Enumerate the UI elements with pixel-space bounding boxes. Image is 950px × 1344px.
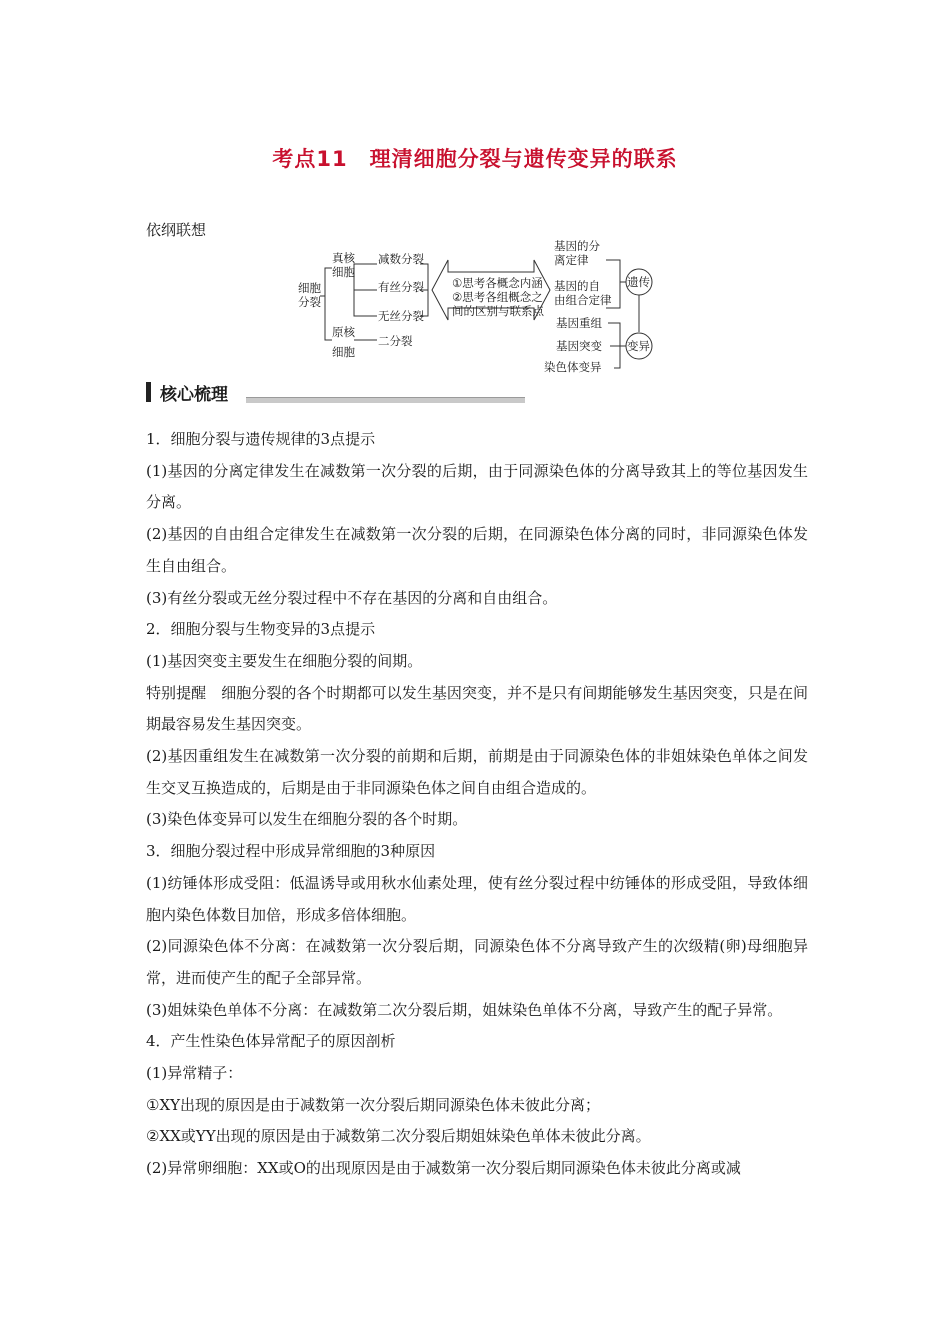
diagram-amitosis: 无丝分裂 <box>378 309 424 323</box>
section-heading <box>146 380 526 406</box>
section-rule <box>246 397 525 403</box>
paragraph: (3)有丝分裂或无丝分裂过程中不存在基因的分离和自由组合。 <box>146 588 558 607</box>
paragraph: 3．细胞分裂过程中形成异常细胞的3种原因 <box>146 842 436 861</box>
diagram-recombination: 基因重组 <box>556 316 602 330</box>
diagram-mitosis: 有丝分裂 <box>378 280 424 294</box>
diagram-prokaryote-2: 细胞 <box>332 345 355 359</box>
diagram-eukaryote-2: 细胞 <box>332 265 355 279</box>
diagram-center-line-1: ①思考各概念内涵 <box>452 276 543 290</box>
diagram-assort-law-1: 基因的自 <box>554 279 600 293</box>
diagram-meiosis: 减数分裂 <box>378 252 424 266</box>
diagram-assort-law-2: 由组合定律 <box>554 293 612 307</box>
paragraph: (2)基因的自由组合定律发生在减数第一次分裂的后期，在同源染色体分离的同时，非同源染色体发生自由组合。 <box>146 525 808 575</box>
paragraph: ①XY出现的原因是由于减数第一次分裂后期同源染色体未彼此分离； <box>146 1095 601 1114</box>
diagram-center-line-3: 间的区别与联系点 <box>452 304 544 318</box>
diagram-root-1: 细胞 <box>298 281 321 295</box>
paragraph: (2)异常卵细胞：XX或O的出现原因是由于减数第一次分裂后期同源染色体未彼此分离或减 <box>146 1159 741 1178</box>
paragraph: (2)同源染色体不分离：在减数第一次分裂后期，同源染色体不分离导致产生的次级精(卵)母细胞异常，进而使产生的配子全部异常。 <box>146 937 808 987</box>
paragraph: 4．产生性染色体异常配子的原因剖析 <box>146 1032 396 1051</box>
paragraph: 特别提醒 细胞分裂的各个时期都可以发生基因突变，并不是只有间期能够发生基因突变，只是在间期最容易发生基因突变。 <box>146 683 808 734</box>
diagram-seg-law-1: 基因的分 <box>554 239 600 253</box>
diagram-prokaryote-1: 原核 <box>332 325 355 339</box>
paragraph: (1)基因的分离定律发生在减数第一次分裂的后期，由于同源染色体的分离导致其上的等位基因发生分离。 <box>146 461 808 512</box>
diagram-center-line-2: ②思考各组概念之 <box>452 290 543 304</box>
paragraph: (1)基因突变主要发生在细胞分裂的间期。 <box>146 651 423 670</box>
paragraph: (1)纺锤体形成受阻：低温诱导或用秋水仙素处理，使有丝分裂过程中纺锤体的形成受阻，导致体细胞内染色体数目加倍，形成多倍体细胞。 <box>146 873 808 924</box>
section-heading-label: 核心梳理 <box>160 385 228 405</box>
intro-label: 依纲联想 <box>146 221 207 239</box>
diagram-root-2: 分裂 <box>298 295 321 309</box>
diagram-eukaryote-1: 真核 <box>332 251 355 265</box>
page-title: 考点11 理清细胞分裂与遗传变异的联系 <box>272 147 678 171</box>
paragraph: (3)姐妹染色单体不分离：在减数第二次分裂后期，姐妹染色单体不分离，导致产生的配子异常。 <box>146 1000 783 1019</box>
diagram-chromosome-variation: 染色体变异 <box>544 360 602 374</box>
diagram-mutation: 基因突变 <box>556 339 602 353</box>
diagram-variation: 变异 <box>627 339 650 353</box>
diagram-heredity: 遗传 <box>627 275 650 289</box>
section-marker <box>146 382 151 402</box>
diagram-seg-law-2: 离定律 <box>554 253 589 267</box>
concept-diagram <box>292 238 664 378</box>
paragraph: 1．细胞分裂与遗传规律的3点提示 <box>146 430 376 448</box>
paragraph: (2)基因重组发生在减数第一次分裂的前期和后期，前期是由于同源染色体的非姐妹染色单体之间发生交叉互换造成的，后期是由于非同源染色体之间自由组合造成的。 <box>146 747 808 797</box>
diagram-binary-fission: 二分裂 <box>378 334 413 348</box>
paragraph: 2．细胞分裂与生物变异的3点提示 <box>146 620 376 639</box>
body-text <box>146 424 808 1185</box>
paragraph: ②XX或YY出现的原因是由于减数第二次分裂后期姐妹染色单体未彼此分离。 <box>146 1127 651 1146</box>
paragraph: (3)染色体变异可以发生在细胞分裂的各个时期。 <box>146 810 468 829</box>
paragraph: (1)异常精子： <box>146 1064 243 1083</box>
